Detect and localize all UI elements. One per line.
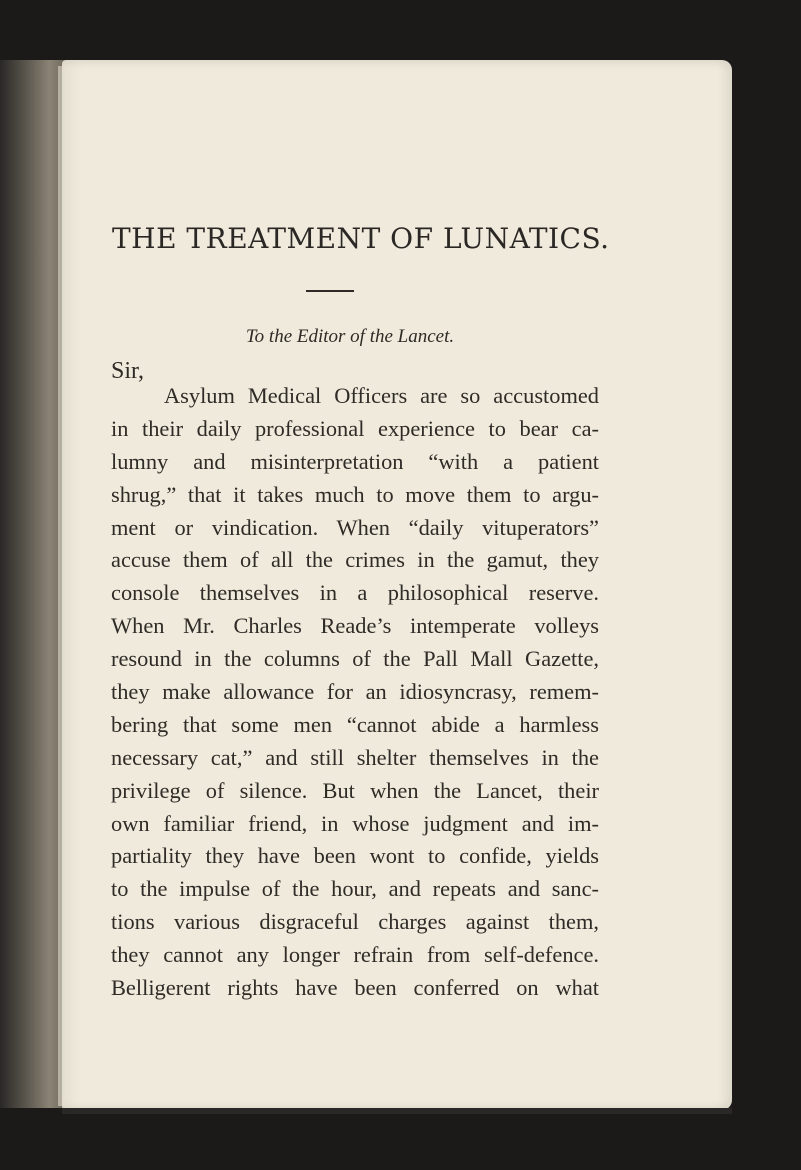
body-line: partiality they have been wont to confide, yields [111,843,599,869]
body-line: they cannot any longer refrain from self-defence. [111,942,599,968]
previous-page-edge [0,60,66,1108]
body-line: accuse them of all the crimes in the gamut, they [111,547,599,573]
body-line: lumny and misinterpretation “with a patient [111,448,599,474]
body-line: Asylum Medical Officers are so accustomed [164,383,599,408]
body-line: console themselves in a philosophical reserve. [111,580,599,606]
body-line: resound in the columns of the Pall Mall Gazette, [111,646,599,672]
page-bottom-shadow [62,1108,732,1114]
letter-body [111,380,599,1005]
body-line: Belligerent rights have been conferred on what [111,975,599,1001]
body-line: When Mr. Charles Reade’s intemperate volleys [111,613,599,639]
body-line: bering that some men “cannot abide a harmless [111,711,599,737]
letter-salutation: Sir, [111,358,145,384]
body-line: privilege of silence. But when the Lancet, their [111,777,599,803]
body-line: to the impulse of the hour, and repeats and sanc- [111,876,599,902]
body-line: they make allowance for an idiosyncrasy, remem- [111,679,599,705]
body-line: necessary cat,” and still shelter themselves in the [111,744,599,770]
letter-address: To the Editor of the Lancet. [245,326,455,347]
body-line: own familiar friend, in whose judgment and im- [111,810,599,836]
body-line: ment or vindication. When “daily vituperators” [111,514,599,540]
page-title: THE TREATMENT OF LUNATICS. [112,222,610,255]
body-line: in their daily professional experience to bear ca- [111,415,599,441]
body-line: tions various disgraceful charges against them, [111,909,599,935]
body-line: shrug,” that it takes much to move them to argu- [111,481,599,507]
title-divider [306,290,354,292]
